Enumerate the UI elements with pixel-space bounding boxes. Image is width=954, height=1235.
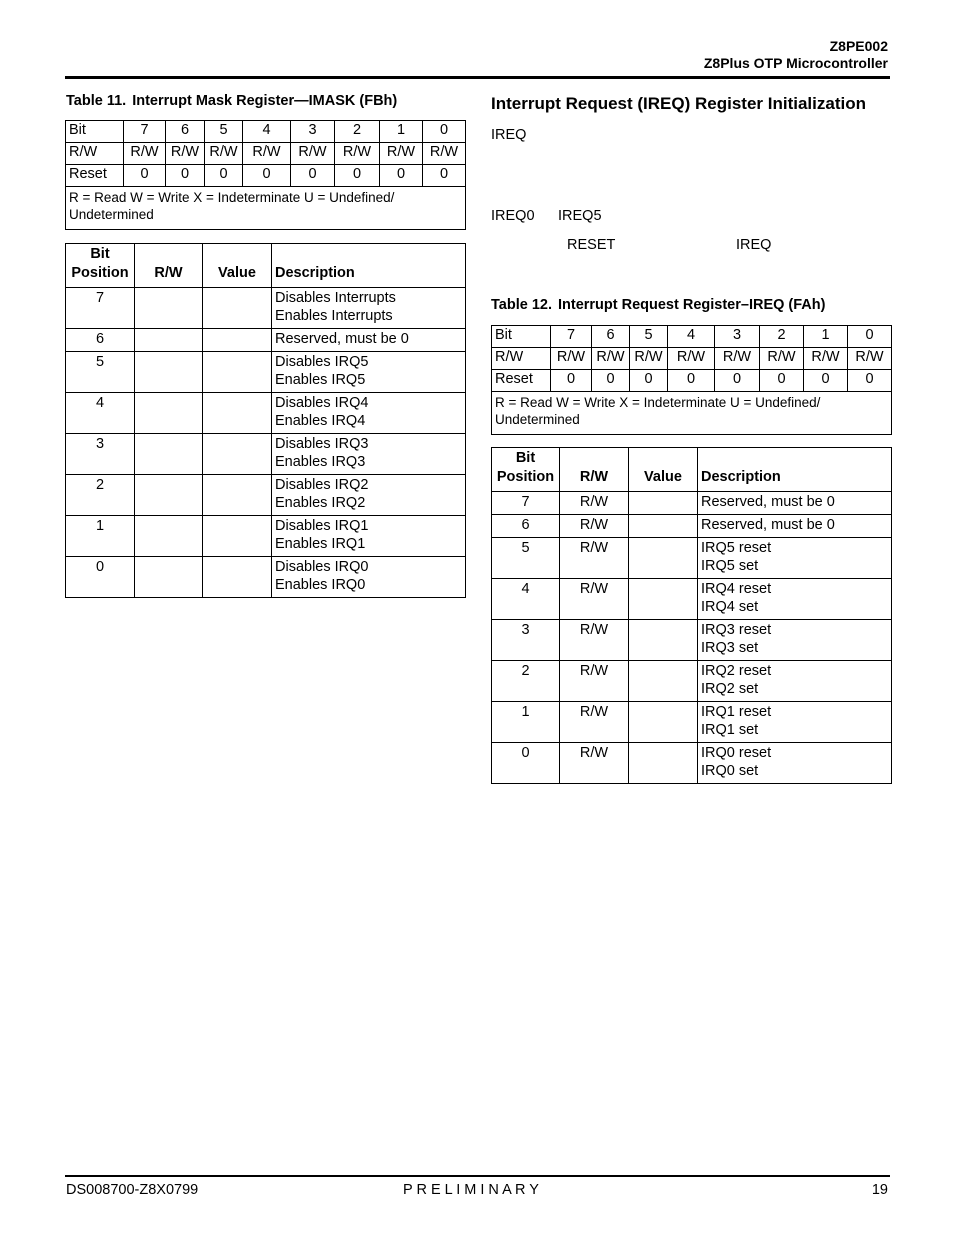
description-line: Disables IRQ1 bbox=[275, 518, 369, 534]
value-cell bbox=[629, 702, 698, 743]
bit-cell: 7 bbox=[551, 326, 592, 348]
rw-cell bbox=[135, 288, 203, 329]
rw-cell bbox=[135, 393, 203, 434]
ireq-line2b: IREQ5 bbox=[558, 208, 602, 224]
table-row bbox=[66, 329, 466, 352]
description-cell bbox=[272, 393, 466, 434]
rw-cell bbox=[135, 352, 203, 393]
reset-cell: 0 bbox=[630, 370, 668, 392]
value-cell bbox=[203, 329, 272, 352]
reset-cell: 0 bbox=[592, 370, 630, 392]
description-line: Disables IRQ0 bbox=[275, 559, 369, 575]
table-row bbox=[66, 557, 466, 598]
description-line: IRQ2 set bbox=[701, 681, 759, 697]
bit-position-cell: 4 bbox=[66, 393, 135, 434]
rw-cell: R/W bbox=[760, 348, 804, 370]
value-cell bbox=[629, 492, 698, 515]
table12-legend: R = Read W = Write X = Indeterminate U = Undefined/ Undetermined bbox=[492, 392, 892, 435]
row-label: Bit bbox=[492, 326, 551, 348]
reset-cell: 0 bbox=[291, 165, 335, 187]
rw-cell: R/W bbox=[166, 143, 205, 165]
rw-cell bbox=[135, 516, 203, 557]
value-cell bbox=[629, 661, 698, 702]
value-cell bbox=[629, 579, 698, 620]
bit-cell: 3 bbox=[291, 121, 335, 143]
description-line: Disables IRQ2 bbox=[275, 477, 369, 493]
rw-cell: R/W bbox=[560, 579, 629, 620]
bit-position-cell: 1 bbox=[66, 516, 135, 557]
bit-position-cell: 3 bbox=[66, 434, 135, 475]
table11-bit-table bbox=[65, 120, 466, 230]
bit-position-cell: 2 bbox=[492, 661, 560, 702]
rw-cell: R/W bbox=[380, 143, 423, 165]
table-row bbox=[66, 393, 466, 434]
rw-cell: R/W bbox=[291, 143, 335, 165]
bit-position-cell: 1 bbox=[492, 702, 560, 743]
reset-cell: 0 bbox=[668, 370, 715, 392]
description-cell bbox=[272, 475, 466, 516]
bit-position-cell: 4 bbox=[492, 579, 560, 620]
row-label: R/W bbox=[492, 348, 551, 370]
rw-cell: R/W bbox=[804, 348, 848, 370]
table12-bit-row bbox=[492, 326, 892, 348]
table-row bbox=[492, 515, 892, 538]
table12-title: Interrupt Request Register–IREQ (FAh) bbox=[557, 297, 826, 313]
bit-position-cell: 2 bbox=[66, 475, 135, 516]
bit-cell: 7 bbox=[124, 121, 166, 143]
col-header-value: Value bbox=[203, 244, 272, 288]
reset-cell: 0 bbox=[243, 165, 291, 187]
table11-bit-row bbox=[66, 121, 466, 143]
bit-cell: 5 bbox=[630, 326, 668, 348]
bit-cell: 5 bbox=[205, 121, 243, 143]
bit-position-cell: 0 bbox=[492, 743, 560, 784]
bit-cell: 2 bbox=[760, 326, 804, 348]
reset-cell: 0 bbox=[715, 370, 760, 392]
description-line: IRQ1 reset bbox=[701, 704, 772, 720]
reset-cell: 0 bbox=[848, 370, 892, 392]
table-row bbox=[492, 492, 892, 515]
description-line: IRQ2 reset bbox=[701, 663, 772, 679]
description-line: Enables IRQ3 bbox=[275, 454, 366, 470]
col-header-rw: R/W bbox=[560, 448, 629, 492]
reset-cell: 0 bbox=[205, 165, 243, 187]
description-line: Disables IRQ3 bbox=[275, 436, 369, 452]
description-cell bbox=[698, 515, 892, 538]
table-row bbox=[492, 743, 892, 784]
header-product: Z8PE002 bbox=[829, 38, 888, 54]
table11-title: Interrupt Mask Register—IMASK (FBh) bbox=[132, 93, 398, 109]
bit-cell: 6 bbox=[592, 326, 630, 348]
description-cell bbox=[272, 434, 466, 475]
description-line: Enables IRQ0 bbox=[275, 577, 366, 593]
description-line: Reserved, must be 0 bbox=[701, 494, 835, 510]
description-line: Disables IRQ5 bbox=[275, 354, 369, 370]
bit-cell: 0 bbox=[848, 326, 892, 348]
reset-cell: 0 bbox=[423, 165, 466, 187]
bit-position-cell: 3 bbox=[492, 620, 560, 661]
rw-cell bbox=[135, 557, 203, 598]
table11-number: Table 11. bbox=[66, 93, 127, 109]
row-label: Bit bbox=[66, 121, 124, 143]
description-cell bbox=[698, 579, 892, 620]
description-cell bbox=[272, 329, 466, 352]
description-line: IRQ3 reset bbox=[701, 622, 772, 638]
table12-desc-body bbox=[492, 492, 892, 784]
value-cell bbox=[203, 288, 272, 329]
description-cell bbox=[698, 620, 892, 661]
value-cell bbox=[203, 557, 272, 598]
rw-cell: R/W bbox=[560, 702, 629, 743]
table-row bbox=[492, 702, 892, 743]
table12-legend-row bbox=[492, 392, 892, 435]
rw-cell: R/W bbox=[668, 348, 715, 370]
row-label: Reset bbox=[66, 165, 124, 187]
description-line: Enables IRQ5 bbox=[275, 372, 366, 388]
table12-number: Table 12. bbox=[491, 297, 552, 313]
description-line: Disables IRQ4 bbox=[275, 395, 369, 411]
description-line: Enables Interrupts bbox=[275, 308, 393, 324]
description-cell bbox=[698, 702, 892, 743]
description-cell bbox=[698, 661, 892, 702]
table-row bbox=[492, 620, 892, 661]
rw-cell: R/W bbox=[205, 143, 243, 165]
table-row bbox=[66, 352, 466, 393]
reset-cell: 0 bbox=[380, 165, 423, 187]
table11-rw-row bbox=[66, 143, 466, 165]
description-cell bbox=[272, 516, 466, 557]
value-cell bbox=[629, 538, 698, 579]
reset-cell: 0 bbox=[804, 370, 848, 392]
bit-position-cell: 0 bbox=[66, 557, 135, 598]
rw-cell bbox=[135, 434, 203, 475]
col-header-bit-position: Bit Position bbox=[66, 244, 135, 288]
bit-cell: 1 bbox=[804, 326, 848, 348]
table-row bbox=[66, 434, 466, 475]
value-cell bbox=[203, 352, 272, 393]
value-cell bbox=[629, 743, 698, 784]
table-row bbox=[492, 579, 892, 620]
bit-cell: 6 bbox=[166, 121, 205, 143]
description-line: IRQ5 set bbox=[701, 558, 759, 574]
col-header-rw: R/W bbox=[135, 244, 203, 288]
description-line: IRQ0 set bbox=[701, 763, 759, 779]
table11-desc-header bbox=[66, 244, 466, 288]
row-label: Reset bbox=[492, 370, 551, 392]
reset-cell: 0 bbox=[166, 165, 205, 187]
header-subtitle: Z8Plus OTP Microcontroller bbox=[703, 55, 888, 71]
description-line: IRQ4 set bbox=[701, 599, 759, 615]
bit-cell: 3 bbox=[715, 326, 760, 348]
bit-cell: 1 bbox=[380, 121, 423, 143]
table12-bit-table bbox=[491, 325, 892, 435]
col-header-description: Description bbox=[698, 448, 892, 492]
table12-desc-table bbox=[491, 447, 892, 784]
reset-cell: 0 bbox=[760, 370, 804, 392]
table11-reset-row bbox=[66, 165, 466, 187]
description-cell bbox=[272, 352, 466, 393]
rw-cell: R/W bbox=[560, 661, 629, 702]
description-line: Disables Interrupts bbox=[275, 290, 396, 306]
table-row bbox=[66, 516, 466, 557]
bit-position-cell: 7 bbox=[66, 288, 135, 329]
bit-cell: 0 bbox=[423, 121, 466, 143]
ireq-line3a: RESET bbox=[567, 237, 616, 253]
page-header bbox=[704, 38, 888, 72]
rw-cell: R/W bbox=[592, 348, 630, 370]
rw-cell: R/W bbox=[560, 492, 629, 515]
description-line: Reserved, must be 0 bbox=[275, 331, 409, 347]
description-cell bbox=[698, 538, 892, 579]
rw-cell: R/W bbox=[551, 348, 592, 370]
description-cell bbox=[272, 288, 466, 329]
rw-cell: R/W bbox=[560, 538, 629, 579]
header-rule bbox=[65, 76, 890, 79]
rw-cell bbox=[135, 475, 203, 516]
table-row bbox=[492, 661, 892, 702]
footer-doc-id: DS008700-Z8X0799 bbox=[66, 1182, 199, 1198]
description-line: IRQ0 reset bbox=[701, 745, 772, 761]
rw-cell: R/W bbox=[560, 515, 629, 538]
table-row bbox=[66, 475, 466, 516]
col-header-description: Description bbox=[272, 244, 466, 288]
table11-desc-body bbox=[66, 288, 466, 598]
col-header-value: Value bbox=[629, 448, 698, 492]
value-cell bbox=[203, 475, 272, 516]
rw-cell: R/W bbox=[243, 143, 291, 165]
table11-legend-row bbox=[66, 187, 466, 230]
reset-cell: 0 bbox=[124, 165, 166, 187]
table12-caption bbox=[491, 297, 825, 313]
reset-cell: 0 bbox=[335, 165, 380, 187]
description-line: Enables IRQ2 bbox=[275, 495, 366, 511]
bit-position-cell: 5 bbox=[492, 538, 560, 579]
description-cell bbox=[272, 557, 466, 598]
rw-cell: R/W bbox=[630, 348, 668, 370]
footer-page-number: 19 bbox=[871, 1182, 888, 1198]
description-line: IRQ4 reset bbox=[701, 581, 772, 597]
rw-cell: R/W bbox=[560, 743, 629, 784]
footer-rule bbox=[65, 1175, 890, 1177]
rw-cell: R/W bbox=[335, 143, 380, 165]
footer-status: P R E L I M I N A R Y bbox=[403, 1182, 539, 1198]
ireq-line3b: IREQ bbox=[736, 237, 772, 253]
bit-cell: 4 bbox=[668, 326, 715, 348]
table11-desc-table bbox=[65, 243, 466, 598]
rw-cell: R/W bbox=[423, 143, 466, 165]
rw-cell: R/W bbox=[124, 143, 166, 165]
rw-cell: R/W bbox=[848, 348, 892, 370]
description-line: IRQ1 set bbox=[701, 722, 759, 738]
description-line: Reserved, must be 0 bbox=[701, 517, 835, 533]
bit-position-cell: 6 bbox=[492, 515, 560, 538]
value-cell bbox=[203, 516, 272, 557]
value-cell bbox=[203, 393, 272, 434]
value-cell bbox=[629, 515, 698, 538]
value-cell bbox=[203, 434, 272, 475]
bit-position-cell: 5 bbox=[66, 352, 135, 393]
reset-cell: 0 bbox=[551, 370, 592, 392]
row-label: R/W bbox=[66, 143, 124, 165]
table11-legend: R = Read W = Write X = Indeterminate U = Undefined/ Undetermined bbox=[66, 187, 466, 230]
ireq-line1: IREQ bbox=[491, 127, 527, 143]
description-line: Enables IRQ4 bbox=[275, 413, 366, 429]
table-row bbox=[492, 538, 892, 579]
bit-position-cell: 7 bbox=[492, 492, 560, 515]
bit-cell: 4 bbox=[243, 121, 291, 143]
ireq-section-title: Interrupt Request (IREQ) Register Initialization bbox=[491, 94, 866, 113]
rw-cell: R/W bbox=[560, 620, 629, 661]
table12-reset-row bbox=[492, 370, 892, 392]
bit-position-cell: 6 bbox=[66, 329, 135, 352]
rw-cell: R/W bbox=[715, 348, 760, 370]
table-row bbox=[66, 288, 466, 329]
ireq-line2a: IREQ0 bbox=[491, 208, 535, 224]
col-header-bit-position: Bit Position bbox=[492, 448, 560, 492]
description-cell bbox=[698, 492, 892, 515]
table12-rw-row bbox=[492, 348, 892, 370]
table12-desc-header bbox=[492, 448, 892, 492]
description-cell bbox=[698, 743, 892, 784]
bit-cell: 2 bbox=[335, 121, 380, 143]
description-line: IRQ3 set bbox=[701, 640, 759, 656]
description-line: IRQ5 reset bbox=[701, 540, 772, 556]
value-cell bbox=[629, 620, 698, 661]
description-line: Enables IRQ1 bbox=[275, 536, 366, 552]
table11-caption bbox=[66, 93, 397, 109]
rw-cell bbox=[135, 329, 203, 352]
